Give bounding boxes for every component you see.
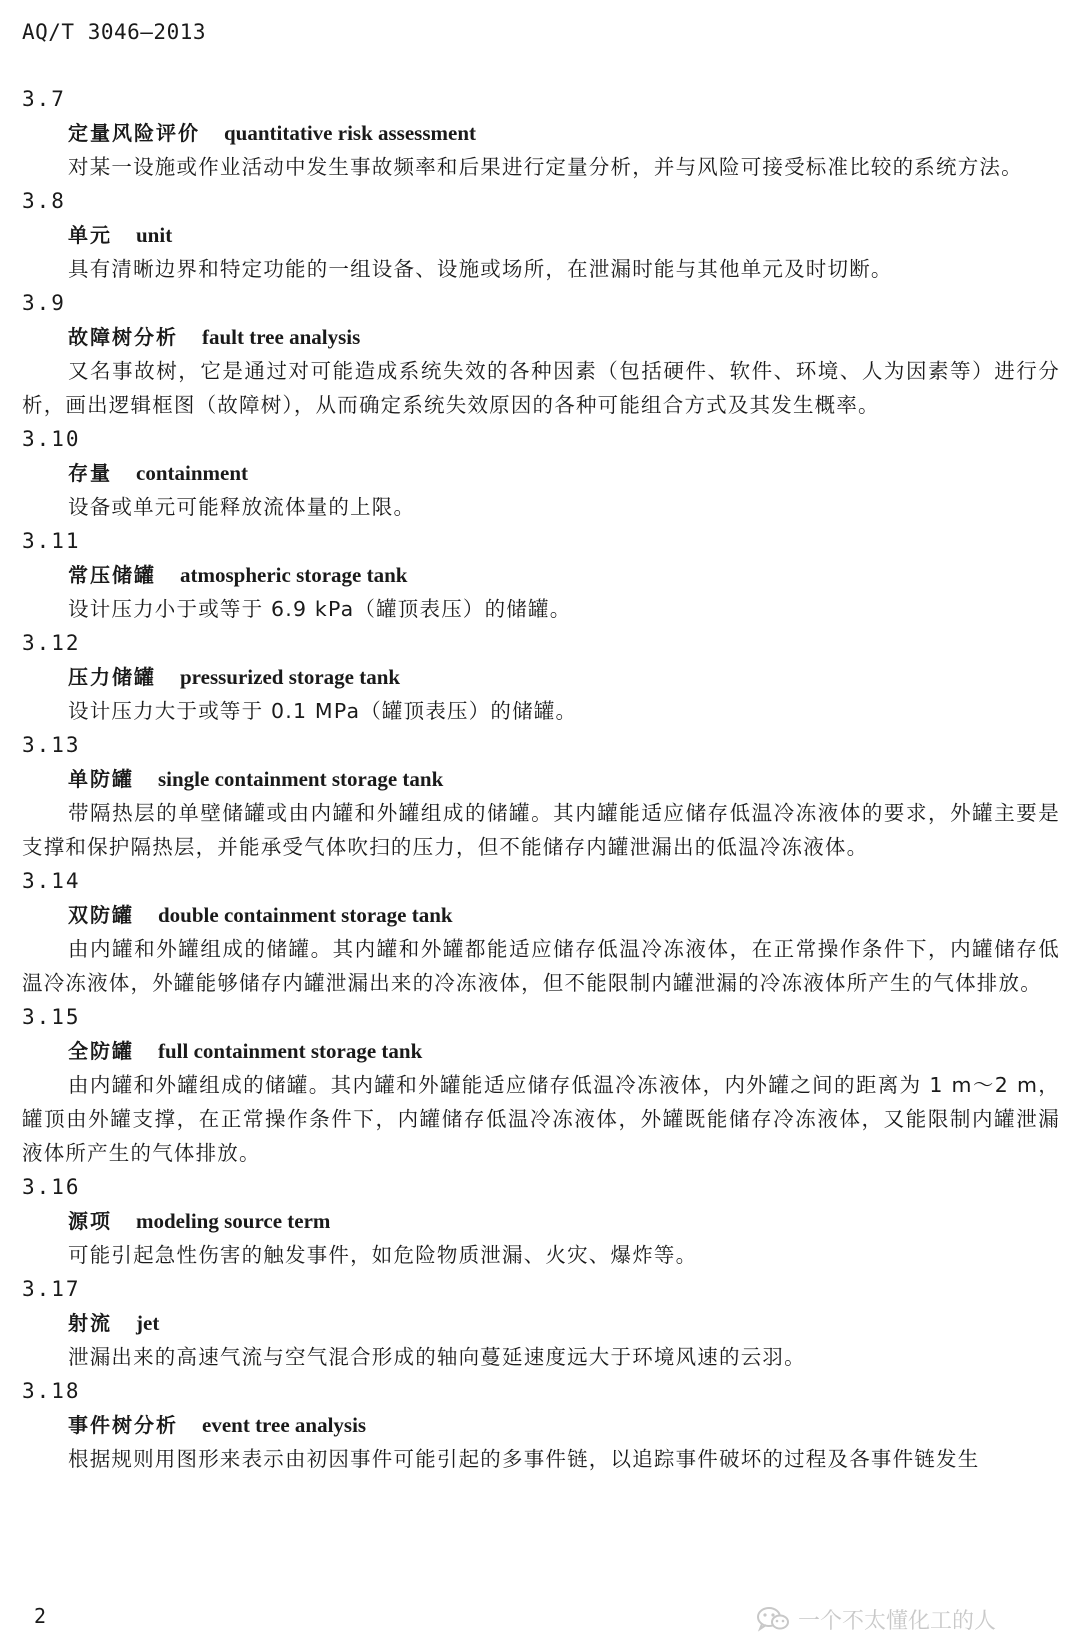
- term-chinese: 压力储罐: [68, 665, 156, 689]
- term-definition: 带隔热层的单壁储罐或由内罐和外罐组成的储罐。其内罐能适应储存低温冷冻液体的要求，外罐主要是支撑和保护隔热层，并能承受气体吹扫的压力，但不能储存内罐泄漏出的低温冷冻液体。: [22, 801, 1060, 859]
- term-heading: [68, 762, 1080, 796]
- term-entry: [0, 184, 1080, 286]
- term-chinese: 定量风险评价: [68, 121, 200, 145]
- term-chinese: 双防罐: [68, 903, 134, 927]
- term-english: jet: [136, 1311, 160, 1335]
- term-entry: [0, 1170, 1080, 1272]
- term-english: fault tree analysis: [202, 325, 361, 349]
- term-entry: [0, 626, 1080, 728]
- term-heading: [68, 1204, 1080, 1238]
- term-entry: [0, 286, 1080, 422]
- watermark-text: 一个不太懂化工的人: [798, 1608, 997, 1634]
- term-entry: [0, 82, 1080, 184]
- term-definition: 设备或单元可能释放流体量的上限。: [68, 495, 416, 519]
- term-definition: 可能引起急性伤害的触发事件，如危险物质泄漏、火灾、爆炸等。: [68, 1243, 698, 1267]
- term-chinese: 射流: [68, 1311, 112, 1335]
- term-chinese: 常压储罐: [68, 563, 156, 587]
- term-english: pressurized storage tank: [180, 665, 401, 689]
- term-definition: 根据规则用图形来表示由初因事件可能引起的多事件链，以追踪事件破坏的过程及各事件链发生: [68, 1447, 980, 1471]
- term-entry: [0, 1374, 1080, 1476]
- term-english: unit: [136, 223, 173, 247]
- term-english: event tree analysis: [202, 1413, 367, 1437]
- term-english: modeling source term: [136, 1209, 331, 1233]
- entry-number: 3.12: [22, 631, 81, 655]
- term-definition: 由内罐和外罐组成的储罐。其内罐和外罐能适应储存低温冷冻液体，内外罐之间的距离为 1 m～2 m，罐顶由外罐支撑，在正常操作条件下，内罐储存低温冷冻液体，外罐既能储存冷冻液体，又能限制内罐泄漏液体所产生的气体排放。: [22, 1073, 1060, 1165]
- term-heading: [68, 1034, 1080, 1068]
- entry-number: 3.9: [22, 291, 66, 315]
- term-english: full containment storage tank: [158, 1039, 423, 1063]
- term-heading: [68, 1408, 1080, 1442]
- term-definition: 设计压力小于或等于 6.9 kPa（罐顶表压）的储罐。: [68, 597, 572, 621]
- term-entry: [0, 728, 1080, 864]
- term-heading: [68, 660, 1080, 694]
- term-english: single containment storage tank: [158, 767, 444, 791]
- entry-number: 3.18: [22, 1379, 81, 1403]
- entry-number: 3.13: [22, 733, 81, 757]
- standard-code-header: AQ/T 3046—2013: [22, 20, 207, 44]
- term-definition: 具有清晰边界和特定功能的一组设备、设施或场所，在泄漏时能与其他单元及时切断。: [68, 257, 893, 281]
- term-definition: 对某一设施或作业活动中发生事故频率和后果进行定量分析，并与风险可接受标准比较的系统方法。: [68, 155, 1023, 179]
- term-definition: 又名事故树，它是通过对可能造成系统失效的各种因素（包括硬件、软件、环境、人为因素等）进行分析，画出逻辑框图（故障树），从而确定系统失效原因的各种可能组合方式及其发生概率。: [22, 359, 1060, 417]
- term-definition: 泄漏出来的高速气流与空气混合形成的轴向蔓延速度远大于环境风速的云羽。: [68, 1345, 806, 1369]
- term-heading: [68, 558, 1080, 592]
- term-chinese: 存量: [68, 461, 112, 485]
- term-entry: [0, 422, 1080, 524]
- term-heading: [68, 320, 1080, 354]
- term-entry: [0, 864, 1080, 1000]
- term-english: atmospheric storage tank: [180, 563, 408, 587]
- term-chinese: 全防罐: [68, 1039, 134, 1063]
- entry-number: 3.14: [22, 869, 81, 893]
- term-entry: [0, 1000, 1080, 1170]
- term-definition: 设计压力大于或等于 0.1 MPa（罐顶表压）的储罐。: [68, 699, 578, 723]
- entry-number: 3.11: [22, 529, 81, 553]
- term-english: quantitative risk assessment: [224, 121, 477, 145]
- watermark: [756, 1604, 996, 1634]
- term-heading: [68, 1306, 1080, 1340]
- entry-number: 3.8: [22, 189, 66, 213]
- entry-number: 3.16: [22, 1175, 81, 1199]
- entry-number: 3.15: [22, 1005, 81, 1029]
- term-chinese: 源项: [68, 1209, 112, 1233]
- term-heading: [68, 218, 1080, 252]
- term-definition: 由内罐和外罐组成的储罐。其内罐和外罐都能适应储存低温冷冻液体，在正常操作条件下，内罐储存低温冷冻液体，外罐能够储存内罐泄漏出来的冷冻液体，但不能限制内罐泄漏的冷冻液体所产生的气体排放。: [22, 937, 1060, 995]
- term-chinese: 事件树分析: [68, 1413, 178, 1437]
- term-chinese: 单元: [68, 223, 112, 247]
- term-entry: [0, 524, 1080, 626]
- page-number: 2: [34, 1604, 47, 1628]
- entry-number: 3.7: [22, 87, 66, 111]
- term-english: double containment storage tank: [158, 903, 453, 927]
- wechat-icon: [756, 1606, 790, 1632]
- term-chinese: 故障树分析: [68, 325, 178, 349]
- term-chinese: 单防罐: [68, 767, 134, 791]
- term-heading: [68, 898, 1080, 932]
- term-heading: [68, 116, 1080, 150]
- entry-number: 3.10: [22, 427, 81, 451]
- term-entry: [0, 1272, 1080, 1374]
- entry-number: 3.17: [22, 1277, 81, 1301]
- term-english: containment: [136, 461, 248, 485]
- term-entries: [0, 82, 1080, 1476]
- term-heading: [68, 456, 1080, 490]
